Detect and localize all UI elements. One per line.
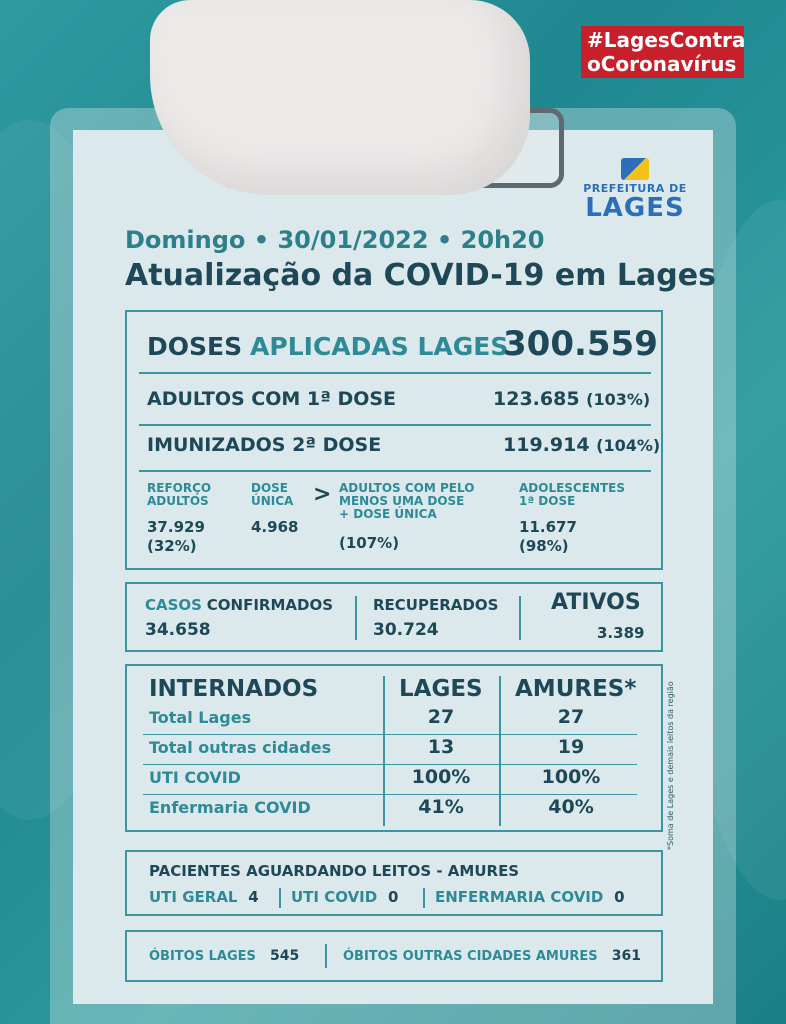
- date-line: Domingo • 30/01/2022 • 20h20: [125, 226, 545, 254]
- obitos-lages-label: ÓBITOS LAGES: [149, 949, 256, 964]
- confirmados-value: 34.658: [145, 620, 211, 640]
- ativos-value: 3.389: [597, 624, 645, 642]
- obitos-lages: [149, 948, 299, 964]
- row-divider: [143, 764, 637, 765]
- hashtag-line: oCoronavírus: [587, 52, 737, 76]
- row-divider: [143, 734, 637, 735]
- reforco-value: 37.929: [147, 518, 205, 536]
- internados-row-amures: 27: [557, 706, 585, 728]
- enfermaria-covid: [435, 888, 625, 906]
- gloved-hand: [150, 0, 530, 195]
- internados-row-label: Total Lages: [149, 708, 252, 727]
- internados-row-lages: 41%: [418, 796, 464, 818]
- hashtag-badge: [581, 26, 744, 78]
- adolescentes-label: [519, 482, 625, 508]
- flag-icon: [621, 158, 649, 180]
- adultos-pelo-pct: (107%): [339, 534, 400, 552]
- reforco-label: [147, 482, 211, 508]
- internados-row-label: UTI COVID: [149, 768, 241, 787]
- hashtag-line: #LagesContra: [587, 28, 746, 52]
- uti-geral: [149, 888, 259, 906]
- pacientes-title: PACIENTES AGUARDANDO LEITOS - AMURES: [149, 862, 520, 880]
- obitos-outras: [343, 948, 641, 964]
- internados-row-amures: 100%: [541, 766, 601, 788]
- internados-row-amures: 40%: [548, 796, 594, 818]
- dose-unica-label: [251, 482, 293, 508]
- greater-than-sign: >: [313, 482, 332, 507]
- adultos-pelo-label-1: ADULTOS COM PELO: [339, 481, 475, 495]
- casos-panel: [125, 582, 663, 652]
- adultos-pct: (103%): [586, 390, 651, 409]
- recuperados-value: 30.724: [373, 620, 439, 640]
- logo-line2: LAGES: [585, 193, 685, 223]
- footnote: [666, 660, 680, 850]
- adultos-value: [493, 388, 650, 410]
- internados-row-lages: 13: [427, 736, 455, 758]
- uti-geral-value: 4: [248, 888, 259, 906]
- ativos-label: ATIVOS: [551, 590, 641, 615]
- imunizados-number: 119.914: [503, 434, 590, 456]
- internados-row-lages: 27: [427, 706, 455, 728]
- obitos-lages-value: 545: [270, 948, 300, 964]
- col-lages-header: LAGES: [399, 676, 483, 702]
- doses-label: [147, 332, 508, 361]
- reforco-label-1: REFORÇO: [147, 481, 212, 495]
- reforco-label-2: ADULTOS: [147, 494, 209, 508]
- col-amures-header: AMURES*: [515, 676, 637, 702]
- adultos-pelo-label-2: MENOS UMA DOSE: [339, 494, 465, 508]
- uti-covid-label: UTI COVID: [291, 888, 378, 906]
- internados-header: INTERNADOS: [149, 676, 319, 702]
- internados-row-label: Enfermaria COVID: [149, 798, 311, 817]
- uti-covid: [291, 888, 398, 906]
- pacientes-panel: [125, 850, 663, 916]
- prefeitura-logo: [583, 158, 687, 221]
- adultos-pelo-label: [339, 482, 474, 521]
- doses-panel: [125, 310, 663, 570]
- imunizados-value: [503, 434, 660, 456]
- adolescentes-pct: (98%): [519, 537, 569, 555]
- internados-row-amures: 19: [557, 736, 585, 758]
- footnote-text: *Soma de Lages e demais leitos da região: [666, 681, 675, 850]
- reforco-values: [147, 518, 205, 556]
- recuperados-label: RECUPERADOS: [373, 596, 499, 614]
- uti-covid-value: 0: [388, 888, 399, 906]
- internados-panel: [125, 664, 663, 832]
- obitos-panel: [125, 930, 663, 982]
- adultos-label: ADULTOS COM 1ª DOSE: [147, 388, 397, 410]
- uti-geral-label: UTI GERAL: [149, 888, 238, 906]
- obitos-outras-value: 361: [611, 948, 642, 964]
- enfermaria-value: 0: [614, 888, 625, 906]
- internados-row-label: Total outras cidades: [149, 738, 332, 757]
- casos-label: CASOS: [145, 596, 202, 614]
- confirmados-label: [145, 596, 333, 614]
- dose-unica-value: 4.968: [251, 518, 299, 536]
- dose-unica-label-1: DOSE: [251, 481, 289, 495]
- imunizados-pct: (104%): [596, 436, 661, 455]
- adolescentes-label-2: 1ª DOSE: [519, 494, 576, 508]
- adultos-number: 123.685: [493, 388, 580, 410]
- enfermaria-label: ENFERMARIA COVID: [435, 888, 604, 906]
- logo-line1: PREFEITURA DE: [583, 182, 687, 195]
- doses-label-b: APLICADAS LAGES: [250, 332, 509, 361]
- adolescentes-label-1: ADOLESCENTES: [519, 481, 626, 495]
- row-divider: [143, 794, 637, 795]
- imunizados-label: IMUNIZADOS 2ª DOSE: [147, 434, 382, 456]
- reforco-pct: (32%): [147, 537, 197, 555]
- dose-unica-label-2: ÚNICA: [251, 494, 294, 508]
- adolescentes-value: 11.677: [519, 518, 577, 536]
- internados-row-lages: 100%: [411, 766, 471, 788]
- doses-label-a: DOSES: [147, 332, 243, 361]
- page-title: Atualização da COVID-19 em Lages: [125, 258, 716, 293]
- confirmados-text: CONFIRMADOS: [206, 596, 333, 614]
- doses-total: 300.559: [503, 324, 658, 364]
- obitos-outras-label: ÓBITOS OUTRAS CIDADES AMURES: [343, 949, 598, 964]
- adolescentes-values: [519, 518, 577, 556]
- adultos-pelo-label-3: + DOSE ÚNICA: [339, 507, 437, 521]
